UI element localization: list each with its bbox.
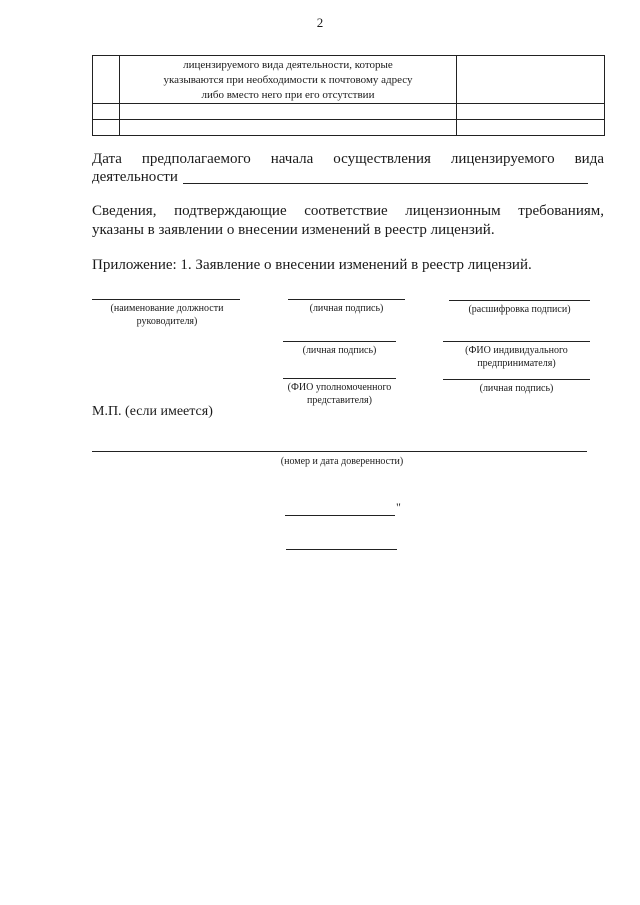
signature-caption-1: (личная подпись)	[309, 303, 384, 314]
bottom-fill-line-2[interactable]	[286, 549, 397, 550]
decoding-fill-line[interactable]	[449, 300, 590, 301]
position-fill-line[interactable]	[92, 299, 240, 300]
poa-fill-line[interactable]	[92, 451, 587, 452]
start-date-line2: деятельности	[92, 169, 178, 185]
stamp-label: М.П. (если имеется)	[92, 404, 213, 419]
signature-fill-line-2[interactable]	[283, 341, 396, 342]
table-row	[93, 120, 605, 136]
signature-fill-line-1[interactable]	[288, 299, 405, 300]
page-number: 2	[316, 15, 324, 30]
caption-text: (ФИО уполномоченного	[287, 382, 392, 393]
table-row	[93, 56, 605, 104]
position-caption	[92, 302, 242, 328]
table-cell	[93, 56, 120, 104]
caption-text: предпринимателя)	[477, 358, 556, 369]
table-cell	[93, 120, 120, 136]
start-date-word: вида	[574, 151, 604, 167]
signature-fill-line-3[interactable]	[443, 379, 590, 380]
start-date-fill-line[interactable]	[183, 183, 588, 184]
start-date-word: предполагаемого	[141, 151, 251, 167]
bottom-fill-line-1[interactable]	[285, 515, 395, 516]
start-date-word: осуществления	[333, 151, 431, 167]
table-cell	[120, 120, 457, 136]
signature-caption-3: (личная подпись)	[479, 383, 554, 394]
caption-text: (наименование должности	[110, 303, 224, 314]
ip-fio-caption	[443, 344, 590, 370]
signature-caption-2: (личная подпись)	[302, 345, 377, 356]
appendix: Приложение: 1. Заявление о внесении изменений в реестр лицензий.	[92, 257, 532, 273]
start-date-word: Дата	[92, 151, 122, 167]
start-date-word: начала	[270, 151, 314, 167]
rep-fio-caption	[275, 381, 404, 407]
table-cell	[457, 104, 605, 120]
quote-mark: "	[396, 500, 401, 514]
table-cell	[457, 120, 605, 136]
table-cell	[120, 104, 457, 120]
info-table	[92, 55, 605, 136]
table-cell-text: лицензируемого вида деятельности, которые	[183, 59, 393, 71]
caption-text: представителя)	[307, 395, 372, 406]
info-line-1: Сведения, подтверждающие соответствие лицензионным требованиям,	[92, 203, 604, 219]
caption-text: руководителя)	[136, 316, 198, 327]
poa-caption: (номер и дата доверенности)	[280, 456, 404, 467]
table-cell	[120, 56, 457, 104]
table-cell-text: указываются при необходимости к почтовому адресу	[163, 74, 413, 86]
caption-text: (ФИО индивидуального	[465, 345, 568, 356]
rep-fio-fill-line[interactable]	[283, 378, 396, 379]
start-date-word: лицензируемого	[450, 151, 555, 167]
ip-fio-fill-line[interactable]	[443, 341, 590, 342]
table-cell-text: либо вместо него при его отсутствии	[201, 89, 375, 101]
decoding-caption: (расшифровка подписи)	[468, 304, 571, 315]
table-cell	[93, 104, 120, 120]
start-date-paragraph	[92, 149, 604, 169]
table-cell	[457, 56, 605, 104]
table-row	[93, 104, 605, 120]
info-line-2: указаны в заявлении о внесении изменений в реестр лицензий.	[92, 222, 495, 238]
